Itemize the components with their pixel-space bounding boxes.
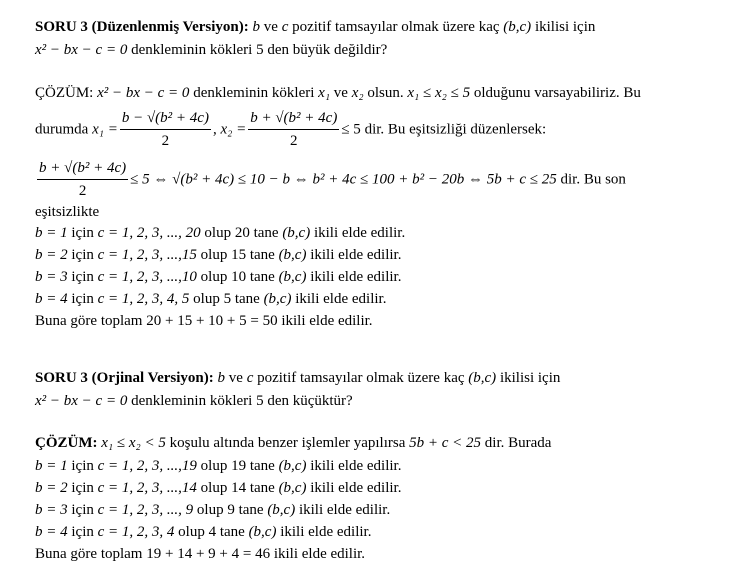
text: koşulu altında benzer işlemler yapılırsa xyxy=(165,435,410,451)
fraction-numerator: b + √(b² + 4c) xyxy=(37,158,128,180)
edited-question-title: SORU 3 (Düzenlenmiş Versiyon): xyxy=(35,19,249,35)
text: ikili elde edilir. xyxy=(270,546,366,562)
var-x1: x₁ xyxy=(318,85,331,101)
text: ikilisi için xyxy=(531,19,596,35)
original-question-title: SORU 3 (Orjinal Versiyon): xyxy=(35,370,214,386)
text: için xyxy=(67,524,98,540)
edited-case-row xyxy=(35,290,386,308)
inequality: ≤ 5 xyxy=(341,121,361,138)
pair-bc: (b,c) xyxy=(263,291,292,307)
text: Buna göre toplam xyxy=(35,313,147,329)
b-value: b = 2 xyxy=(35,247,68,263)
text: için xyxy=(67,225,98,241)
text: ikili elde edilir. xyxy=(310,225,406,241)
edited-solution-line-2 xyxy=(35,108,546,151)
text: için xyxy=(67,458,98,474)
original-case-row xyxy=(35,479,401,497)
solution-label: ÇÖZÜM: xyxy=(35,435,98,451)
pair-bc: (b,c) xyxy=(468,370,497,386)
text: dir. Bu eşitsizliği düzenlersek: xyxy=(360,121,547,138)
edited-case-row xyxy=(35,268,401,286)
var-c: c xyxy=(281,19,289,35)
text: dir. Bu son xyxy=(556,171,626,188)
text: ikili elde edilir. xyxy=(306,480,402,496)
var-b: b xyxy=(252,19,261,35)
sum: 20 + 15 + 10 + 5 = 50 xyxy=(146,313,278,329)
b-value: b = 4 xyxy=(35,291,68,307)
text: için xyxy=(67,269,98,285)
text: denkleminin kökleri 5 den küçüktür? xyxy=(127,393,353,409)
solution-label: ÇÖZÜM: xyxy=(35,85,94,101)
text: ikilisi için xyxy=(496,370,561,386)
text: ve xyxy=(330,85,352,101)
text: olup 9 tane xyxy=(193,502,268,518)
edited-question-line-1 xyxy=(35,18,595,36)
text: ikili elde edilir. xyxy=(276,524,372,540)
original-case-row xyxy=(35,457,401,475)
text: olduğunu varsayabiliriz. Bu xyxy=(470,85,641,101)
original-case-row xyxy=(35,501,390,519)
text: olup 4 tane xyxy=(174,524,249,540)
fraction-numerator: b + √(b² + 4c) xyxy=(248,108,339,130)
text: olup 19 tane xyxy=(196,458,279,474)
b-value: b = 1 xyxy=(35,225,68,241)
original-question-line-2 xyxy=(35,392,353,410)
text: ikili elde edilir. xyxy=(306,247,402,263)
edited-question-line-2 xyxy=(35,41,387,59)
text: ikili elde edilir. xyxy=(295,502,391,518)
edited-solution-line-1 xyxy=(35,84,641,102)
var-b: b xyxy=(217,370,226,386)
text: için xyxy=(67,502,98,518)
c-range: c = 1, 2, 3, ..., 9 xyxy=(97,502,194,518)
text: durumda xyxy=(35,121,93,138)
text: eşitsizlikte xyxy=(35,204,100,220)
text: için xyxy=(67,480,98,496)
b-value: b = 3 xyxy=(35,502,68,518)
fraction-denominator: 2 xyxy=(161,133,170,149)
edited-solution-line-3 xyxy=(35,158,626,201)
pair-bc: (b,c) xyxy=(278,458,307,474)
inequality: x₁ ≤ x₂ < 5 xyxy=(101,435,166,451)
fraction-x2 xyxy=(248,108,339,151)
original-solution-line-1 xyxy=(35,434,551,452)
x2-lhs: x₂ = xyxy=(220,121,247,138)
equation: x² − bx − c = 0 xyxy=(97,85,190,101)
pair-bc: (b,c) xyxy=(503,19,532,35)
comma: , xyxy=(212,121,217,138)
text: pozitif tamsayılar olmak üzere kaç xyxy=(253,370,469,386)
text: için xyxy=(67,247,98,263)
fraction-denominator: 2 xyxy=(78,183,87,199)
text: olup 20 tane xyxy=(200,225,283,241)
text: ikili elde edilir. xyxy=(306,269,402,285)
edited-solution-line-4 xyxy=(35,203,99,221)
text: denkleminin kökleri 5 den büyük değildir? xyxy=(127,42,388,58)
sum: 19 + 14 + 9 + 4 = 46 xyxy=(146,546,271,562)
equation: x² − bx − c = 0 xyxy=(35,393,128,409)
b-value: b = 2 xyxy=(35,480,68,496)
text: dir. Burada xyxy=(481,435,552,451)
c-range: c = 1, 2, 3, 4 xyxy=(97,524,175,540)
pair-bc: (b,c) xyxy=(248,524,277,540)
text: ve xyxy=(225,370,247,386)
inequality: x₁ ≤ x₂ ≤ 5 xyxy=(407,85,471,101)
equation: 5b + c < 25 xyxy=(409,435,482,451)
original-total xyxy=(35,545,365,563)
pair-bc: (b,c) xyxy=(267,502,296,518)
c-range: c = 1, 2, 3, ...,10 xyxy=(97,269,197,285)
fraction-denominator: 2 xyxy=(290,133,298,149)
text: olup 5 tane xyxy=(189,291,264,307)
pair-bc: (b,c) xyxy=(282,225,311,241)
edited-case-row xyxy=(35,224,405,242)
text: için xyxy=(67,291,98,307)
text: ve xyxy=(260,19,282,35)
c-range: c = 1, 2, 3, ..., 20 xyxy=(97,225,201,241)
text: ikili elde edilir. xyxy=(291,291,387,307)
fraction-numerator: b − √(b² + 4c) xyxy=(120,108,211,130)
original-question-line-1 xyxy=(35,369,560,387)
fraction-x2-repeat xyxy=(37,158,128,201)
c-range: c = 1, 2, 3, ...,19 xyxy=(97,458,197,474)
c-range: c = 1, 2, 3, ...,14 xyxy=(97,480,197,496)
inequality-chain: ≤ 5 ⇔ √(b² + 4c) ≤ 10 − b ⇔ b² + 4c ≤ 100 + b² − 20b ⇔ 5b + c ≤ 25 xyxy=(130,171,557,188)
b-value: b = 4 xyxy=(35,524,68,540)
b-value: b = 1 xyxy=(35,458,68,474)
pair-bc: (b,c) xyxy=(278,269,307,285)
pair-bc: (b,c) xyxy=(278,247,307,263)
fraction-x1 xyxy=(120,108,211,151)
b-value: b = 3 xyxy=(35,269,68,285)
text: pozitif tamsayılar olmak üzere kaç xyxy=(288,19,504,35)
text: olup 14 tane xyxy=(196,480,279,496)
equation: x² − bx − c = 0 xyxy=(35,42,128,58)
text: ikili elde edilir. xyxy=(277,313,373,329)
pair-bc: (b,c) xyxy=(278,480,307,496)
text: Buna göre toplam xyxy=(35,546,147,562)
c-range: c = 1, 2, 3, 4, 5 xyxy=(97,291,190,307)
text: olsun. xyxy=(363,85,408,101)
text: ikili elde edilir. xyxy=(306,458,402,474)
var-x2: x₂ xyxy=(351,85,364,101)
text: denkleminin kökleri xyxy=(189,85,319,101)
text: olup 15 tane xyxy=(196,247,279,263)
original-case-row xyxy=(35,523,371,541)
edited-case-row xyxy=(35,246,401,264)
x1-lhs: x₁ = xyxy=(92,121,118,138)
c-range: c = 1, 2, 3, ...,15 xyxy=(97,247,197,263)
edited-total xyxy=(35,312,373,330)
text: olup 10 tane xyxy=(196,269,279,285)
var-c: c xyxy=(246,370,254,386)
